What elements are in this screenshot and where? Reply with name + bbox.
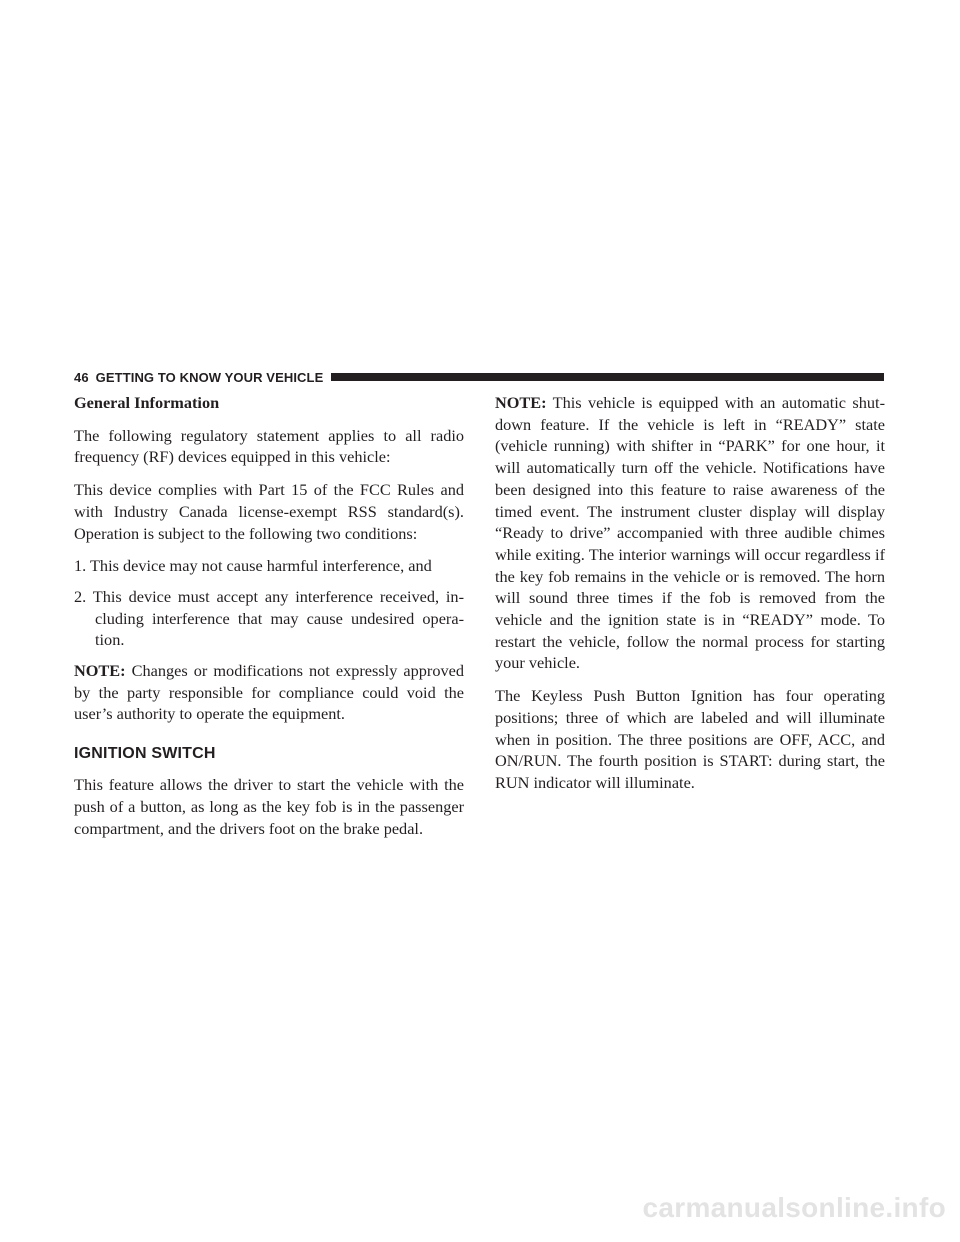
note-text: Changes or modifications not expressly approved by the party responsible for compliance could void the user’s authority to operate the equipment. (74, 661, 464, 724)
keyless-ignition-paragraph: The Keyless Push Button Ignition has four operating positions; three of which are labeled and will illuminate when in position. The three positions are OFF, ACC, and ON/RUN. The fourth position is START: during start, the RUN indicator will illuminate. (495, 686, 885, 792)
page-header (74, 368, 884, 386)
modifications-note (74, 660, 464, 725)
right-column (495, 392, 885, 805)
ignition-switch-paragraph: This feature allows the driver to start the vehicle with the push of a button, as long as the key fob is in the passenger compartment, and the drivers foot on the brake pedal. (74, 775, 464, 838)
note-label: NOTE: (495, 393, 547, 412)
chapter-title: GETTING TO KNOW YOUR VEHICLE (95, 369, 324, 385)
note-label: NOTE: (74, 661, 126, 681)
general-information-heading: General Information (74, 393, 220, 412)
regulatory-intro-paragraph: The following regulatory statement applies to all radio frequency (RF) devices equipped in this vehicle: (74, 425, 464, 467)
auto-shutdown-note (495, 392, 885, 674)
watermark: carmanualsonline.info (642, 1192, 946, 1223)
note-text: This vehicle is equipped with an automatic shut- down feature. If the vehicle is left in “READY” state (vehicle running) with shifter in “PARK” for one hour, it will automatically turn off the vehicle. Notifications have been designed into this feature to raise awareness of the timed event. The instrument cluster display will display “Ready to drive” accompanied with three audible chimes while exiting. The interior warnings will occur regardless if the key fob remains in the vehicle or is removed. The horn will sound three times if the fob is removed from the vehicle and the ignition state is in “READY” mode. To restart the vehicle, follow the normal process for starting your vehicle. (495, 393, 885, 673)
left-column (74, 392, 464, 850)
ignition-switch-heading: IGNITION SWITCH (74, 745, 216, 763)
condition-item-1: 1. This device may not cause harmful interference, and (74, 556, 432, 576)
page-number: 46 (74, 369, 89, 385)
condition-item-2: 2. This device must accept any interference received, in- cluding interference that may cause undesired opera- tion. (74, 586, 464, 650)
header-rule (331, 373, 884, 381)
fcc-compliance-paragraph: This device complies with Part 15 of the FCC Rules and with Industry Canada license-exempt RSS standard(s). Operation is subject to the following two conditions: (74, 480, 464, 543)
